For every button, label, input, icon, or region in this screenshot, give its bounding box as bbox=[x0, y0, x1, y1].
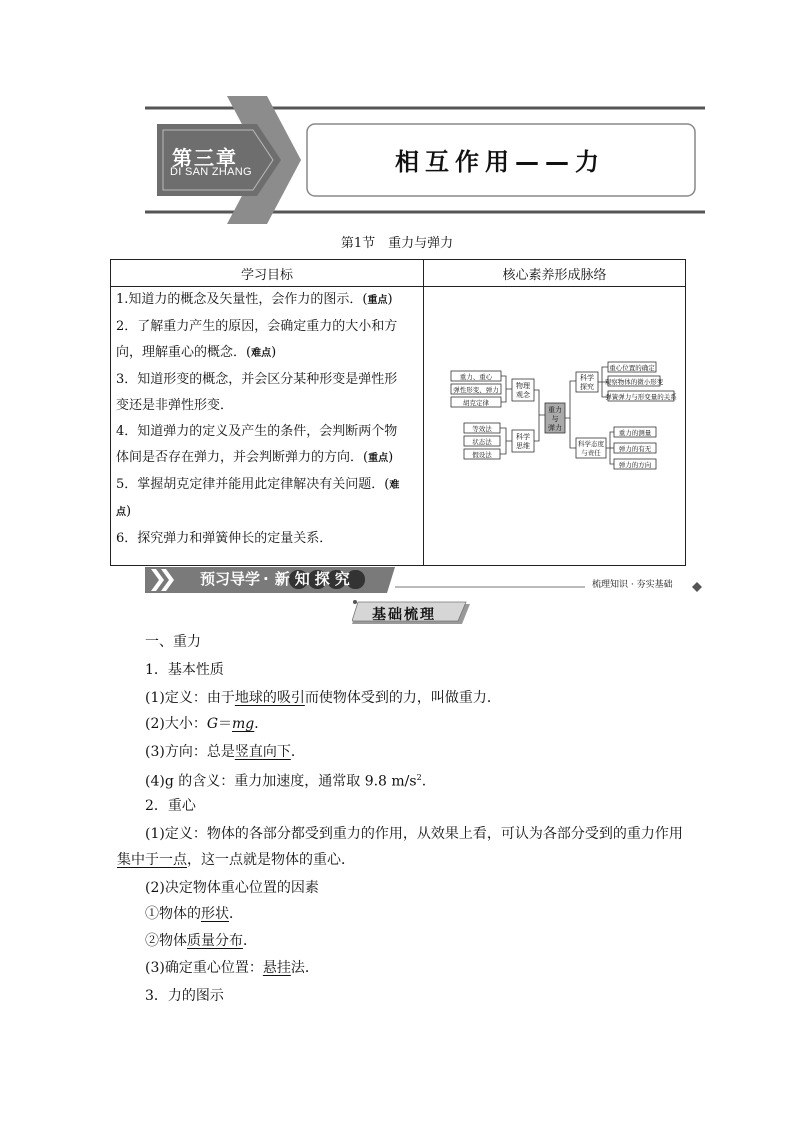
table-header-core-literacy: 核心素养形成脉络 bbox=[424, 260, 686, 287]
para-cog-definition-cont: 集中于一点，这一点就是物体的重心． bbox=[117, 852, 355, 868]
para-g-meaning: (4)g 的含义：重力加速度，通常取 9.8 $m/s^2$. bbox=[145, 773, 427, 790]
mindmap-cell bbox=[424, 287, 686, 566]
heading-gravity: 一、重力 bbox=[145, 634, 201, 650]
objective-line: 2．了解重力产生的原因，会确定重力的大小和方 bbox=[116, 319, 398, 334]
mm-center-3: 弹力 bbox=[548, 424, 562, 432]
objective-line: 体间是否存在弹力，并会判断弹力的方向．(重点) bbox=[116, 450, 394, 465]
mm-mid-top-2: 观念 bbox=[516, 391, 530, 399]
para-factor-shape: ①物体的形状． bbox=[145, 906, 243, 922]
mm-right-top-2: 探究 bbox=[580, 383, 594, 391]
mm-right-bottom-1: 科学态度 bbox=[578, 440, 604, 448]
mm-left-top-3: 胡克定律 bbox=[463, 399, 489, 407]
objective-line: 向，理解重心的概念．(难点) bbox=[116, 345, 277, 360]
subheading-force-diagram: 3．力的图示 bbox=[145, 988, 224, 1004]
chapter-number: 第三章 bbox=[172, 146, 238, 170]
mm-left-bottom-1: 等效法 bbox=[472, 425, 492, 433]
table-header-objectives: 学习目标 bbox=[111, 260, 424, 287]
objective-line: 1.知道力的概念及矢量性，会作力的图示．(重点) bbox=[116, 292, 393, 307]
para-magnitude: (2)大小：G＝mg． bbox=[145, 716, 269, 732]
mm-center-1: 重力 bbox=[548, 406, 562, 414]
objective-line: 6．探究弹力和弹簧伸长的定量关系． bbox=[116, 531, 333, 546]
para-cog-determination: (3)确定重心位置：悬挂法． bbox=[145, 960, 319, 976]
preview-right-caption: 梳理知识 · 夯实基础 bbox=[592, 580, 673, 590]
mm-mid-top-1: 物理 bbox=[516, 382, 530, 390]
mm-rb-item-1: 重力的测量 bbox=[618, 429, 652, 437]
chapter-pinyin: DI SAN ZHANG bbox=[170, 166, 252, 178]
mm-left-top-1: 重力、重心 bbox=[459, 373, 493, 381]
mm-rt-item-3: 弹簧弹力与形变量的关系 bbox=[605, 393, 677, 401]
mm-left-bottom-3: 假设法 bbox=[472, 451, 492, 459]
mm-rt-item-1: 重心位置的确定 bbox=[609, 364, 655, 372]
subheading-center-of-gravity: 2．重心 bbox=[145, 798, 196, 814]
para-cog-factors: (2)决定物体重心位置的因素 bbox=[145, 880, 319, 896]
objective-line: 5．掌握胡克定律并能用此定律解决有关问题．(难 bbox=[116, 477, 400, 492]
objectives-cell bbox=[111, 287, 424, 566]
subheading-basic-properties: 1．基本性质 bbox=[145, 662, 224, 678]
mindmap-diagram bbox=[424, 287, 686, 561]
mm-rb-item-3: 弹力的方向 bbox=[618, 461, 652, 469]
subheading-label: 基础梳理 bbox=[372, 607, 436, 623]
mm-right-bottom-2: 与责任 bbox=[581, 449, 601, 457]
objective-line: 点) bbox=[116, 504, 132, 519]
para-definition: (1)定义：由于地球的吸引而使物体受到的力，叫做重力． bbox=[145, 690, 501, 706]
mm-rt-item-2: 观察物体的微小形变 bbox=[604, 378, 664, 386]
objective-line: 4．知道弹力的定义及产生的条件，会判断两个物 bbox=[116, 424, 398, 439]
objective-line: 3．知道形变的概念，并会区分某种形变是弹性形 bbox=[116, 372, 398, 387]
chapter-title: 相互作用——力 bbox=[395, 148, 605, 176]
mm-mid-bottom-1: 科学 bbox=[516, 433, 530, 441]
para-cog-definition: (1)定义：物体的各部分都受到重力的作用，从效果上看，可认为各部分受到的重力作用 bbox=[145, 826, 683, 842]
mm-left-top-2: 弹性形变、弹力 bbox=[453, 386, 499, 394]
para-direction: (3)方向：总是竖直向下． bbox=[145, 744, 305, 760]
mm-right-top-1: 科学 bbox=[580, 374, 594, 382]
objectives-table bbox=[110, 259, 686, 566]
mm-rb-item-2: 弹力的有无 bbox=[618, 445, 652, 453]
mm-center-2: 与 bbox=[551, 415, 559, 423]
mm-mid-bottom-2: 思维 bbox=[516, 442, 530, 450]
para-factor-mass: ②物体质量分布． bbox=[145, 933, 257, 949]
preview-label: 预习导学 · 新知探究 bbox=[200, 570, 355, 588]
objective-line: 变还是非弹性形变． bbox=[116, 398, 234, 413]
section-title: 第1节 重力与弹力 bbox=[340, 236, 454, 251]
mm-left-bottom-2: 状态法 bbox=[472, 438, 492, 446]
